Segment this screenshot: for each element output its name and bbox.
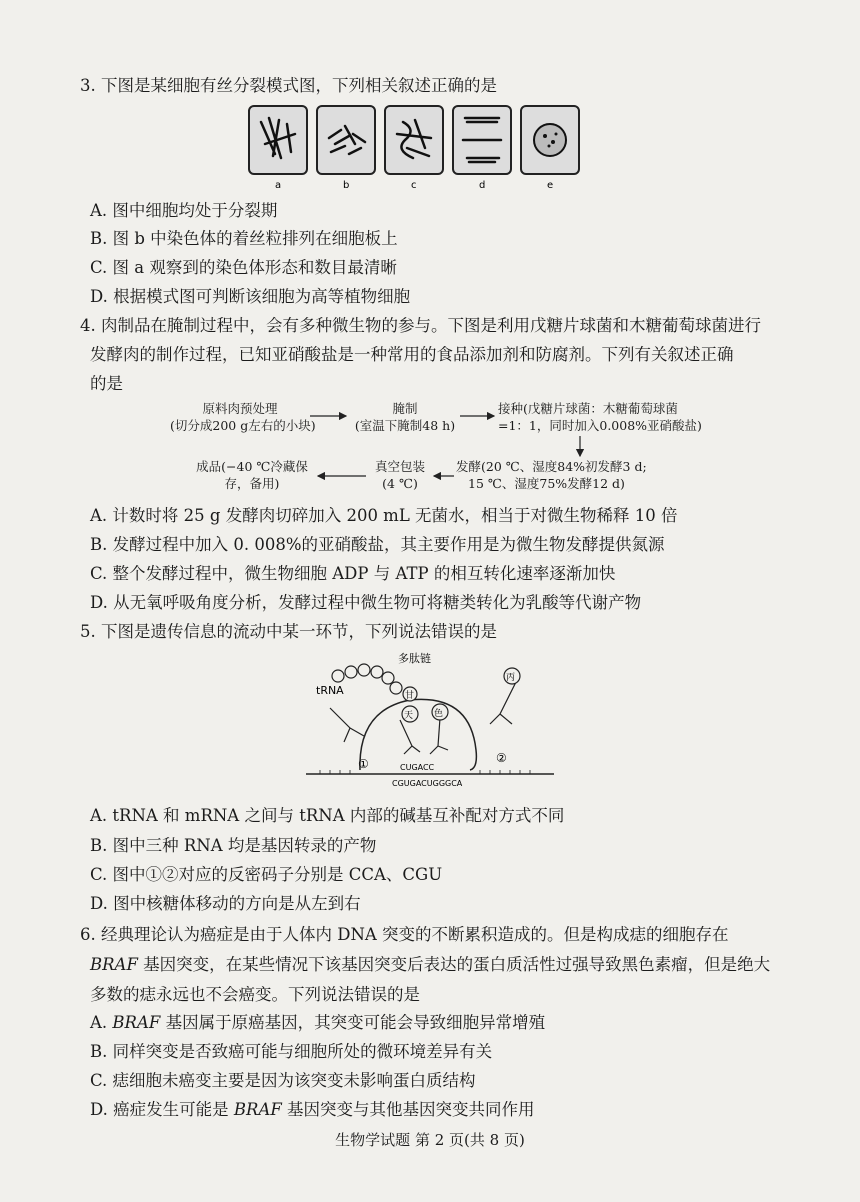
trna-label: tRNA [316, 684, 344, 697]
anticodon-sequence: CUGACC [400, 763, 435, 772]
polypeptide-label: 多肽链 [398, 652, 431, 665]
panel-label-b: b [343, 180, 350, 190]
panel-label-c: c [411, 180, 417, 190]
flow-arrows [160, 396, 720, 500]
q5-option-b: B. 图中三种 RNA 均是基因转录的产物 [90, 836, 377, 855]
gene-name: BRAF [233, 1100, 282, 1119]
amino-acid-gan: 甘 [405, 691, 415, 701]
q3-stem: 3. 下图是某细胞有丝分裂模式图，下列相关叙述正确的是 [80, 76, 497, 95]
mitosis-figure [245, 104, 585, 190]
flow-step-fermentation: 发酵(20 ℃、湿度84%初发酵3 d; 15 ℃、湿度75%发酵12 d) [456, 459, 647, 491]
amino-acid-bing: 丙 [506, 673, 516, 683]
gene-name: BRAF [112, 1013, 161, 1032]
q6-stem-line1: 6. 经典理论认为癌症是由于人体内 DNA 突变的不断累积造成的。但是构成痣的细胞存在 [80, 925, 729, 944]
gene-name: BRAF [90, 955, 138, 974]
ribosome [360, 699, 476, 770]
q5-option-a: A. tRNA 和 mRNA 之间与 tRNA 内部的碱基互补配对方式不同 [90, 806, 565, 825]
cell-c [385, 106, 443, 174]
site-label-2: ② [496, 751, 507, 765]
flow-step-product: 成品(−40 ℃冷藏保 存，备用) [196, 459, 308, 491]
q5-stem: 5. 下图是遗传信息的流动中某一环节，下列说法错误的是 [80, 622, 497, 641]
q5-option-c: C. 图中①②对应的反密码子分别是 CCA、CGU [90, 865, 443, 884]
q6-stem-line2: BRAF 基因突变，在某些情况下该基因突变后表达的蛋白质活性过强导致黑色素瘤，但是绝大 [90, 955, 771, 974]
amino-acid-se: 色 [434, 709, 444, 719]
q4-option-c: C. 整个发酵过程中，微生物细胞 ADP 与 ATP 的相互转化速率逐渐加快 [90, 564, 616, 583]
q6-option-d: D. 癌症发生可能是 BRAF 基因突变与其他基因突变共同作用 [90, 1100, 535, 1119]
amino-acid-tian: 天 [404, 711, 414, 721]
site-label-1: ① [358, 757, 369, 771]
q6-option-b: B. 同样突变是否致癌可能与细胞所处的微环境差异有关 [90, 1042, 493, 1061]
flow-step-curing: 腌制 (室温下腌制48 h) [354, 401, 456, 433]
page-footer: 生物学试题 第 2 页(共 8 页) [335, 1131, 525, 1149]
q4-stem-line1: 4. 肉制品在腌制过程中，会有多种微生物的参与。下图是利用戊糖片球菌和木糖葡萄球菌进行 [80, 316, 761, 335]
q3-option-b: B. 图 b 中染色体的着丝粒排列在细胞板上 [90, 229, 398, 248]
q6-option-c: C. 痣细胞未癌变主要是因为该突变未影响蛋白质结构 [90, 1071, 476, 1090]
q4-option-a: A. 计数时将 25 g 发酵肉切碎加入 200 mL 无菌水，相当于对微生物稀释 10 倍 [90, 506, 678, 525]
flow-step-inoculation: 接种(戊糖片球菌：木糖葡萄球菌 =1：1，同时加入0.008%亚硝酸盐) [498, 401, 702, 433]
q4-option-d: D. 从无氧呼吸角度分析，发酵过程中微生物可将糖类转化为乳酸等代谢产物 [90, 593, 642, 612]
translation-figure [300, 650, 560, 790]
q4-option-b: B. 发酵过程中加入 0. 008%的亚硝酸盐，其主要作用是为微生物发酵提供氮源 [90, 535, 665, 554]
q5-option-d: D. 图中核糖体移动的方向是从左到右 [90, 894, 361, 913]
cell-b [317, 106, 375, 174]
q4-stem-line3: 的是 [90, 374, 123, 393]
fermentation-flowchart [160, 396, 720, 500]
panel-label-a: a [275, 180, 282, 190]
q3-option-a: A. 图中细胞均处于分裂期 [90, 201, 278, 220]
panel-label-e: e [547, 180, 554, 190]
q6-option-a: A. BRAF 基因属于原癌基因，其突变可能会导致细胞异常增殖 [90, 1013, 546, 1032]
panel-label-d: d [479, 180, 486, 190]
q6-stem-line3: 多数的痣永远也不会癌变。下列说法错误的是 [90, 985, 420, 1004]
q4-stem-line2: 发酵肉的制作过程，已知亚硝酸盐是一种常用的食品添加剂和防腐剂。下列有关叙述正确 [90, 345, 734, 364]
mrna-sequence: CGUGACUGGGCA [392, 779, 463, 788]
flow-step-vacuum-pack: 真空包装 (4 ℃) [374, 459, 425, 491]
q3-option-d: D. 根据模式图可判断该细胞为高等植物细胞 [90, 287, 411, 306]
q3-option-c: C. 图 a 观察到的染色体形态和数目最清晰 [90, 258, 397, 277]
flow-step-pretreatment: 原料肉预处理 (切分成200 g左右的小块) [170, 401, 316, 433]
